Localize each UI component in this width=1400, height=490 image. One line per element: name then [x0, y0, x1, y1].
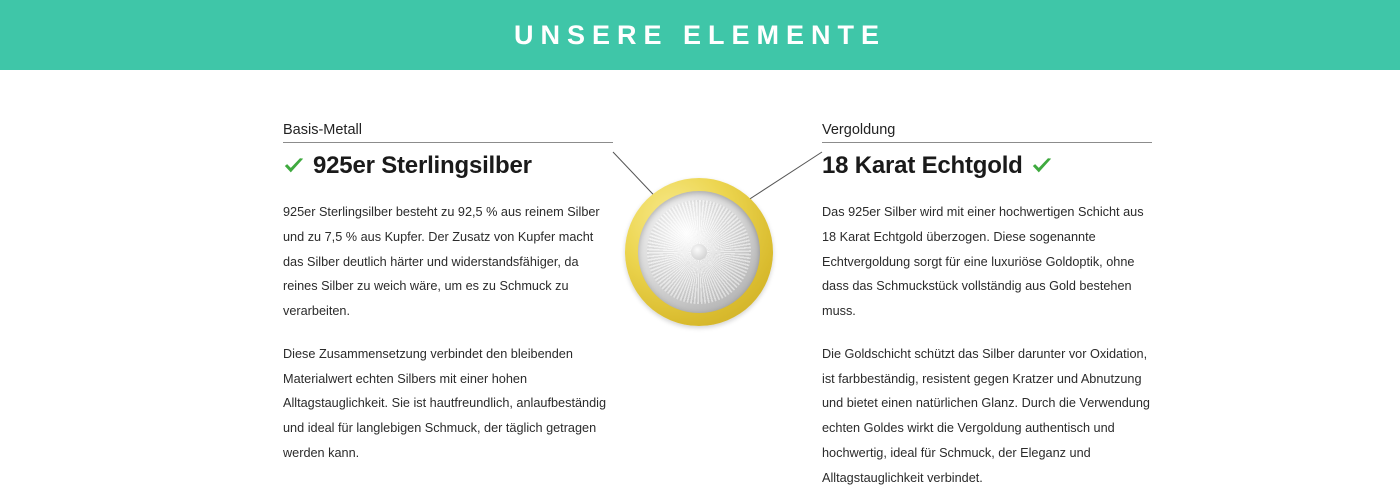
gold-plated-silver-medallion — [625, 178, 773, 326]
check-icon — [283, 155, 305, 177]
silver-center-dot — [691, 244, 707, 260]
left-headline-row — [283, 152, 613, 180]
left-eyebrow-label: Basis-Metall — [283, 122, 362, 138]
left-paragraph-2: Diese Zusammensetzung verbindet den bleibenden Materialwert echten Silbers mit einer hohen Alltagstauglichkeit. Sie ist hautfreundlich, anlaufbeständig und ideal für langlebigen Schmuck, der täglich getragen werden kann. — [283, 346, 607, 460]
right-paragraph-1: Das 925er Silber wird mit einer hochwertigen Schicht aus 18 Karat Echtgold überzogen. Diese sogenannte Echtvergoldung sorgt für eine luxuriöse Goldoptik, ohne dass das Schmuckstück vollständig aus Gold bestehen muss. — [822, 205, 1144, 319]
check-icon — [1031, 155, 1053, 177]
left-paragraph-1: 925er Sterlingsilber besteht zu 92,5 % aus reinem Silber und zu 7,5 % aus Kupfer. Der Zusatz von Kupfer macht das Silber deutlich härter und widerstandsfähiger, da reines Silber zu weich wäre, um es zu Schmuck zu verarbeiten. — [283, 205, 600, 319]
right-eyebrow-label: Vergoldung — [822, 122, 896, 138]
left-divider — [283, 142, 613, 143]
page-title: UNSERE ELEMENTE — [513, 19, 887, 50]
left-headline: 925er Sterlingsilber — [313, 152, 532, 179]
header-banner — [0, 0, 1400, 70]
right-headline-row — [822, 152, 1152, 180]
left-body-text — [283, 200, 613, 466]
right-headline: 18 Karat Echtgold — [822, 152, 1023, 179]
right-body-text — [822, 200, 1152, 490]
left-column — [283, 122, 613, 466]
right-divider — [822, 142, 1152, 143]
right-column — [822, 122, 1152, 490]
right-paragraph-2: Die Goldschicht schützt das Silber darunter vor Oxidation, ist farbbeständig, resistent gegen Kratzer und Abnutzung und bietet einen natürlichen Glanz. Durch die Verwendung echten Goldes wirkt die Vergoldung authentisch und hochwertig, ideal für Schmuck, der Eleganz und Alltagstauglichkeit verbindet. — [822, 346, 1150, 485]
